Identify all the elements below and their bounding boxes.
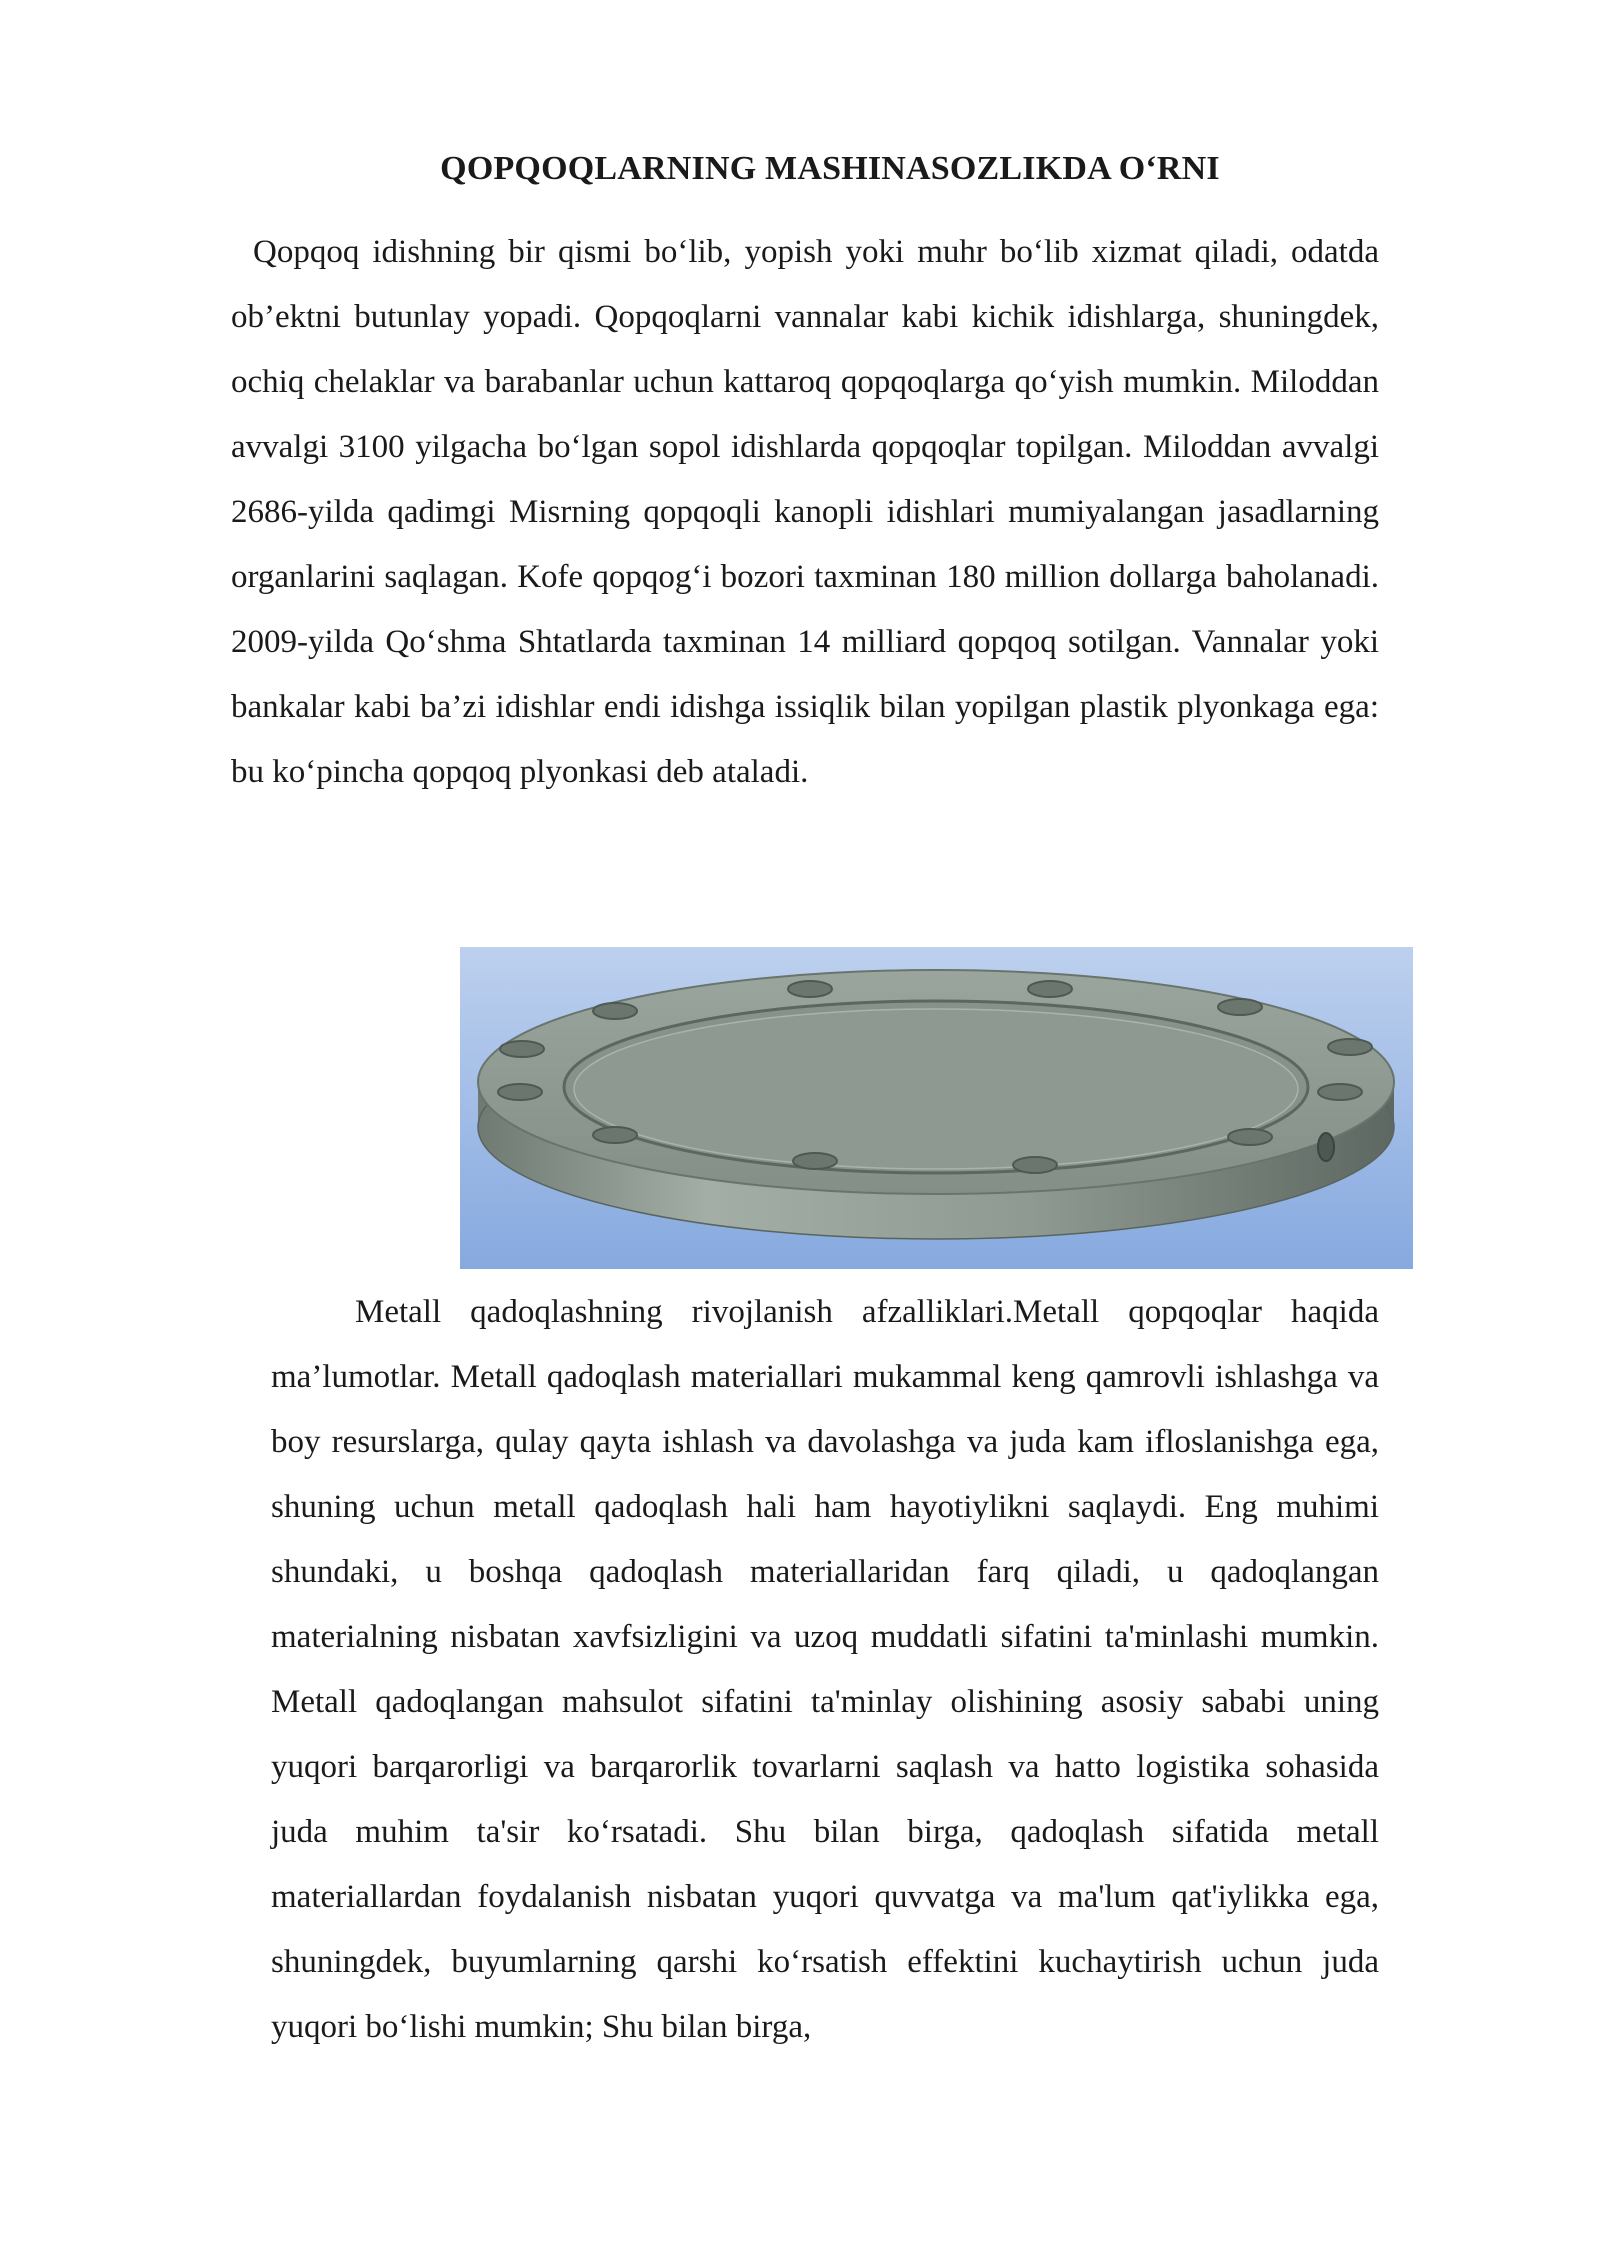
bolt-hole <box>1328 1039 1372 1055</box>
bolt-hole <box>593 1003 637 1019</box>
intro-paragraph: Qopqoq idishning bir qismi bo‘lib, yopish yoki muhr bo‘lib xizmat qiladi, odatda ob’ektni butunlay yopadi. Qopqoqlarni vannalar kabi kichik idishlarga, shuningdek, ochiq chelaklar va barabanlar uchun kattaroq qopqoqlarga qo‘yish mumkin. Miloddan avvalgi 3100 yilgacha bo‘lgan sopol idishlarda qopqoqlar topilgan. Miloddan avvalgi 2686-yilda qadimgi Misrning qopqoqli kanopli idishlari mumiyalangan jasadlarning organlarini saqlagan. Kofe qopqog‘i bozori taxminan 180 million dollarga baholanadi. 2009-yilda Qo‘shma Shtatlarda taxminan 14 milliard qopqoq sotilgan. Vannalar yoki bankalar kabi ba’zi idishlar endi idishga issiqlik bilan yopilgan plastik plyonkaga ega: bu ko‘pincha qopqoq plyonkasi deb ataladi. <box>231 234 1379 790</box>
flange-icon <box>460 947 1413 1269</box>
body-paragraph: Metall qadoqlashning rivojlanish afzalliklari.Metall qopqoqlar haqida ma’lumotlar. Metall qadoqlash materiallari mukammal keng qamrovli ishlashga va boy resurslarga, qulay qayta ishlash va davolashga va juda kam ifloslanishga ega, shuning uchun metall qadoqlash hali ham hayotiylikni saqlaydi. Eng muhimi shundaki, u boshqa qadoqlash materiallaridan farq qiladi, u qadoqlangan materialning nisbatan xavfsizligini va uzoq muddatli sifatini ta'minlashi mumkin. Metall qadoqlangan mahsulot sifatini ta'minlay olishining asosiy sababi uning yuqori barqarorligi va barqarorlik tovarlarni saqlash va hatto logistika sohasida juda muhim ta'sir ko‘rsatadi. Shu bilan birga, qadoqlash sifatida metall materiallardan foydalanish nisbatan yuqori quvvatga va ma'lum qat'iylikka ega, shuningdek, buyumlarning qarshi ko‘rsatish effektini kuchaytirish uchun juda yuqori bo‘lishi mumkin; Shu bilan birga, <box>271 1294 1379 2045</box>
bolt-hole <box>1218 999 1262 1015</box>
bolt-hole <box>1228 1129 1272 1145</box>
flange-figure <box>460 947 1413 1269</box>
bolt-hole <box>500 1041 544 1057</box>
bolt-hole <box>1028 981 1072 997</box>
bolt-hole <box>498 1084 542 1100</box>
bolt-hole <box>793 1153 837 1169</box>
page-title: QOPQOQLARNING MASHINASOZLIKDA O‘RNI <box>440 150 1220 187</box>
bolt-hole <box>1013 1157 1057 1173</box>
side-port <box>1318 1133 1334 1161</box>
bolt-hole <box>593 1127 637 1143</box>
bolt-hole <box>1318 1084 1362 1100</box>
bolt-hole <box>788 981 832 997</box>
